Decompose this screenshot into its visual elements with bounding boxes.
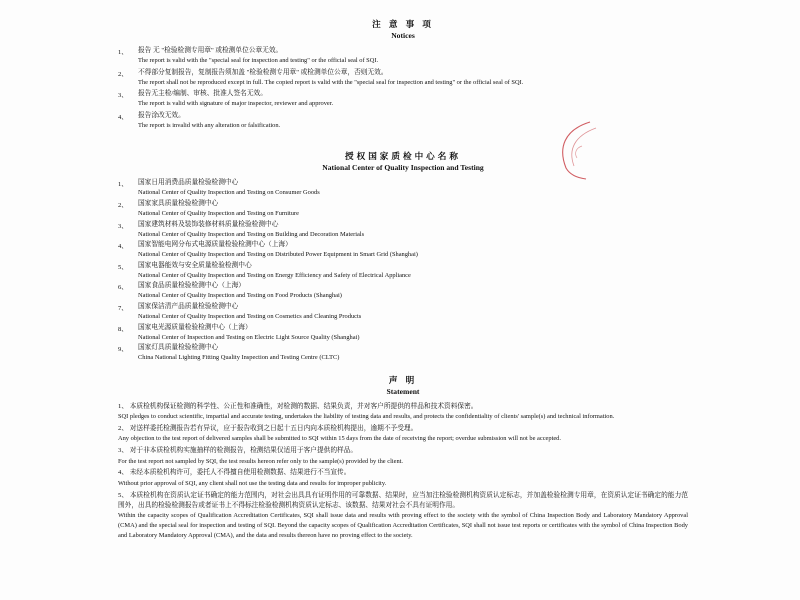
item-number: 7、 [118, 304, 128, 312]
item-text-en: National Center of Quality Inspection and Testing on Energy Efficiency and Safety of Electrical Appliance [138, 271, 411, 279]
statement-text-cn: 4、 未经本质检机构许可，委托人不得擅自使用检测数据、结果进行不当宣传。 [118, 469, 351, 477]
statement-section [118, 374, 688, 541]
centers-title-en: National Center of Quality Inspection and Testing [322, 163, 484, 173]
item-text-en: National Center of Quality Inspection and Testing on Consumer Goods [138, 189, 320, 197]
item-body [138, 323, 688, 343]
item-text-en: National Center of Quality Inspection and Testing on Distributed Power Equipment in Smart Grid (Shanghai) [138, 251, 418, 259]
list-item [118, 323, 688, 343]
item-text-en: National Center of Inspection and Testing on Electric Light Source Quality (Shanghai) [138, 333, 360, 341]
item-body [138, 240, 688, 260]
statement-text-cn: 5、 本质检机构在资质认定证书确定的能力范围内，对社会出具具有证明作用的可靠数据、结果时，应当加注检验检测机构资质认定标志，并加盖检验检测专用章，在资质认定证书确定的能力范围外，出具的检验检测报告或者证书上不得标注检验检测机构资质认定标志、该数据、结果对社会不具有证明作用。 [118, 491, 688, 509]
statement-text-en: For the test report not sampled by SQI, the test results hereon refer only to the sample(s) provided by the client. [118, 457, 404, 465]
item-body [138, 220, 688, 240]
item-body [138, 343, 688, 363]
item-body [138, 281, 688, 301]
statement-item [118, 446, 688, 466]
item-text-en: The report is valid with the "special seal for inspection and testing" or the official seal of SQI. [138, 57, 379, 64]
item-text-en: National Center of Quality Inspection and Testing on Building and Decoration Materials [138, 230, 365, 238]
statement-item [118, 402, 688, 422]
statement-list [118, 402, 688, 541]
item-number: 2、 [118, 201, 128, 209]
item-text-en: National Center of Quality Inspection and Testing on Furniture [138, 209, 299, 217]
notices-title-cn: 注 意 事 项 [372, 19, 434, 29]
statement-item [118, 491, 688, 541]
item-text-cn: 不得部分复制报告，复制报告须加盖 "检验检测专用章" 或检测单位公章，否则无效。 [138, 68, 388, 76]
item-text-cn: 报告 无 "检验检测专用章" 或检测单位公章无效。 [138, 47, 283, 54]
item-number: 3、 [118, 92, 128, 100]
item-text-cn: 国家智能电网分布式电源质量检验检测中心（上海） [138, 241, 292, 249]
item-text-cn: 国家日用消费品质量检验检测中心 [138, 179, 239, 187]
statement-text-en: Within the capacity scopes of Qualification Accreditation Certificates, SQI shall issue data and results with proving effect to the society with the symbol of China Inspection Body and Laboratory Mandatory Approval (CMA) and the special seal for inspection and testing of SQI. Beyond the capacity scopes of Qualification Accreditation Certificates, SQI shall not issue test reports or certificates with the symbol of China Inspection Body and Laboratory Mandatory Approval (CMA), and the data and results thereon have no proving effect to the society. [118, 512, 688, 539]
item-text-en: National Center of Quality Inspection and Testing on Food Products (Shanghai) [138, 292, 342, 300]
statement-text-en: Without prior approval of SQI, any client shall not use the testing data and results for improper publicity. [118, 479, 387, 487]
list-item [118, 220, 688, 240]
notices-section [118, 18, 688, 130]
statement-text-cn: 2、 对送样委托检测报告若有异议，应于报告收到之日起十五日内向本质检机构提出，逾期不予受理。 [118, 424, 418, 432]
item-text-en: China National Lighting Fitting Quality Inspection and Testing Centre (CLTC) [138, 354, 340, 362]
list-item [118, 199, 688, 219]
item-text-cn: 国家电器能效与安全质量检验检测中心 [138, 261, 252, 269]
document-content [118, 18, 688, 543]
list-item [118, 111, 688, 131]
list-item [118, 261, 688, 281]
statement-text-cn: 1、 本质检机构保证检测的科学性、公正性和准确性，对检测的数据、结果负责，并对客户所提供的样品和技术资料保密。 [118, 402, 478, 410]
statement-text-en: SQI pledges to conduct scientific, impartial and accurate testing, undertakes the liability of testing data and results, and protects the confidentiality of clients' sample(s) and technical information. [118, 413, 615, 421]
item-body [138, 89, 688, 109]
list-item [118, 302, 688, 322]
item-text-cn: 报告涂改无效。 [138, 111, 185, 119]
statement-title-en: Statement [386, 386, 420, 396]
section-spacer [118, 364, 688, 374]
list-item [118, 89, 688, 109]
item-number: 9、 [118, 346, 128, 354]
item-text-cn: 报告无主检/编制、审核、批准人签名无效。 [138, 90, 267, 98]
item-text-cn: 国家食品质量检验检测中心（上海） [138, 282, 245, 290]
statement-text-cn: 3、 对于非本质检机构实施抽样的检测报告，检测结果仅适用于客户提供的样品。 [118, 447, 358, 455]
centers-title-cn: 授权国家质检中心名称 [345, 151, 461, 162]
statement-title-cn: 声 明 [388, 374, 418, 385]
item-text-en: National Center of Quality Inspection and Testing on Cosmetics and Cleaning Products [138, 312, 362, 320]
centers-list [118, 178, 688, 362]
statement-item [118, 424, 688, 444]
statement-text-en: Any objection to the test report of delivered samples shall be submitted to SQI within 15 days from the date of receiving the report; overdue submission will not be accepted. [118, 435, 561, 443]
item-number: 1、 [118, 49, 128, 56]
item-number: 1、 [118, 181, 128, 189]
item-text-en: The report is invalid with any alteration or falsification. [138, 121, 281, 129]
item-body [138, 302, 688, 322]
notices-title-en: Notices [391, 31, 415, 40]
item-text-en: The report is valid with signature of major inspector, reviewer and approver. [138, 100, 334, 108]
item-body [138, 46, 688, 66]
item-text-cn: 国家保洁清产品质量检验检测中心 [138, 302, 239, 310]
list-item [118, 46, 688, 66]
notices-list [118, 46, 688, 130]
item-number: 4、 [118, 243, 128, 251]
list-item [118, 281, 688, 301]
item-body [138, 199, 688, 219]
item-body [138, 261, 688, 281]
list-item [118, 68, 688, 88]
item-number: 3、 [118, 222, 128, 230]
section-spacer [118, 132, 688, 150]
statement-item [118, 468, 688, 488]
centers-section [118, 150, 688, 362]
item-number: 8、 [118, 325, 128, 333]
item-number: 5、 [118, 263, 128, 271]
item-number: 6、 [118, 284, 128, 292]
item-number: 2、 [118, 70, 128, 78]
item-text-cn: 国家电光源质量检验检测中心（上海） [138, 323, 252, 331]
item-body [138, 178, 688, 198]
item-text-cn: 国家家具质量检验检测中心 [138, 199, 219, 207]
list-item [118, 343, 688, 363]
item-text-cn: 国家灯具质量检验检测中心 [138, 344, 219, 352]
item-text-en: The report shall not be reproduced except in full. The copied report is valid with the "special seal for inspection and testing" or the official seal of SQI. [138, 78, 524, 86]
item-text-cn: 国家建筑材料及装饰装修材料质量检验检测中心 [138, 220, 279, 228]
list-item [118, 240, 688, 260]
item-body [138, 68, 688, 88]
list-item [118, 178, 688, 198]
item-number: 4、 [118, 113, 128, 121]
item-body [138, 111, 688, 131]
